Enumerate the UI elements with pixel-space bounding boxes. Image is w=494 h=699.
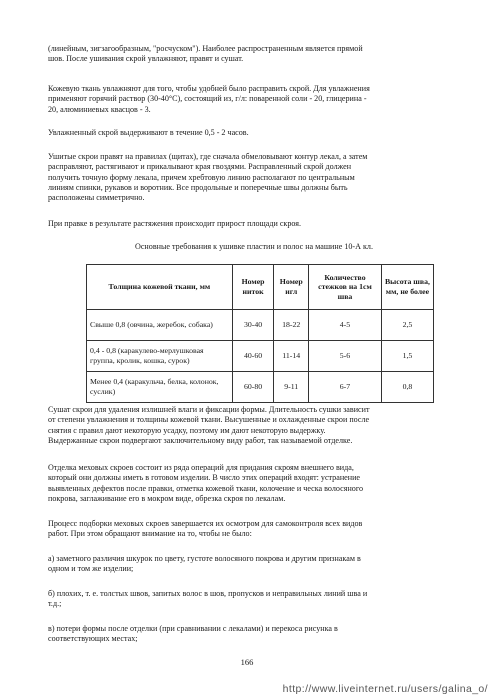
paragraph-7: [48, 463, 460, 504]
paragraph-8: [48, 519, 460, 540]
table-header-row: [87, 265, 434, 310]
paragraph-2: [48, 84, 460, 115]
text-line: а) заметного различия шкурок по цвету, густоте волосяного покрова и другим признакам в: [48, 554, 361, 563]
text-line: Сушат скрои для удаления излишней влаги и фиксации формы. Длительность сушки зависит: [48, 405, 370, 414]
table-row: [87, 372, 434, 403]
text-line: снятия с правил дают некоторую усадку, поэтому им дают некоторую выдержку.: [48, 425, 326, 435]
paragraph-9: [48, 554, 460, 575]
text-line: расположены симметрично.: [48, 193, 145, 203]
text-line: покрова, заглаживание его в мокром виде, обрезка скроя по лекалам.: [48, 493, 286, 503]
paragraph-6: [48, 405, 460, 446]
text-line: от степени увлажнения и толщины кожевой ткани. Высушенные и охлажденные скрои после: [48, 415, 370, 425]
page-number: 166: [240, 657, 254, 667]
text-line: 20, алюминиевых квасцов - 3.: [48, 104, 151, 114]
table-cell: 11-14: [274, 341, 309, 372]
table-row: [87, 310, 434, 341]
table-cell: Менее 0,4 (каракульча, белка, колонок, суслик): [87, 372, 233, 403]
text-line: (линейным, зигзагообразным, "росчуском"). Наиболее распространенным является прямой: [48, 44, 363, 53]
paragraph-1: [48, 44, 460, 65]
table-cell: 0,8: [381, 372, 433, 403]
table-cell: Свыше 0,8 (овчина, жеребок, собака): [87, 310, 233, 341]
paragraph-10: [48, 589, 460, 610]
table-caption: Основные требования к ушивке пластин и полос на машине 10-А кл.: [135, 242, 373, 251]
table-row: [87, 341, 434, 372]
table-cell: 1,5: [381, 341, 433, 372]
column-header: Количество стежков на 1см шва: [309, 265, 382, 310]
text-line: линиям спинки, рукавов и воротник. Все продольные и поперечные швы должны быть: [48, 182, 348, 192]
text-line: выявленных дефектов после правки, отметка кожевой ткани, колочение и ческа волосяного: [48, 483, 364, 493]
text-line: Отделка меховых скроев состоит из ряда операций для придания скроям внешнего вида,: [48, 463, 354, 472]
text-line: Ушитые скрои правят на правилах (щитах), где сначала обмеловывают контур лекал, а затем: [48, 152, 368, 161]
column-header: Номер ниток: [232, 265, 274, 310]
column-header: Номер игл: [274, 265, 309, 310]
table-cell: 18-22: [274, 310, 309, 341]
column-header: Толщина кожевой ткани, мм: [87, 265, 233, 310]
table-cell: 5-6: [309, 341, 382, 372]
text-line: шов. После ушивания скрой увлажняют, правят и сушат.: [48, 54, 244, 64]
text-line: Кожевую ткань увлажняют для того, чтобы удобней было расправить скрой. Для увлажнения: [48, 84, 370, 93]
text-line: Увлажненный скрой выдерживают в течение 0,5 - 2 часов.: [48, 128, 249, 137]
requirements-table: [86, 264, 434, 403]
text-line: Процесс подборки меховых скроев завершается их осмотром для самоконтроля всех видов: [48, 519, 363, 528]
table-cell: 0,4 - 0,8 (каракулево-мерлушковая группа, кролик, кошка, сурок): [87, 341, 233, 372]
text-line: применяют горячий раствор (30-40°С), состоящий из, г/л: поваренной соли - 20, глицерина -: [48, 94, 367, 104]
table-cell: 9-11: [274, 372, 309, 403]
table-cell: 60-80: [232, 372, 274, 403]
text-line: одном и том же изделии;: [48, 564, 134, 574]
text-line: который они должны иметь в готовом изделии. В число этих операций входят: устранение: [48, 473, 360, 483]
text-line: расправляют, растягивают и прикалывают края гвоздями. Расправленный скрой должен: [48, 162, 352, 172]
table-cell: 40-60: [232, 341, 274, 372]
source-watermark: http://www.liveinternet.ru/users/galina_o/: [282, 683, 488, 695]
text-line: Выдержанные скрои подвергают заключительному виду работ, так называемой отделке.: [48, 435, 353, 445]
paragraph-11: [48, 624, 460, 645]
paragraph-4: [48, 152, 460, 203]
text-line: в) потери формы после отделки (при сравнивании с лекалами) и перекоса рисунка в: [48, 624, 338, 633]
paragraph-3: [48, 128, 460, 138]
text-line: получить точную форму лекала, причем хребтовую линию располагают по центральным: [48, 172, 355, 182]
column-header: Высота шва, мм, не более: [381, 265, 433, 310]
text-line: б) плохих, т. е. толстых швов, запитых волос в шов, пропусков и неправильных линий шва и: [48, 589, 368, 598]
text-line: работ. При этом обращают внимание на то, чтобы не было:: [48, 529, 252, 539]
text-line: соответствующих местах;: [48, 634, 138, 644]
table-cell: 6-7: [309, 372, 382, 403]
text-line: т.д.;: [48, 599, 62, 609]
table-cell: 30-40: [232, 310, 274, 341]
table-cell: 2,5: [381, 310, 433, 341]
text-line: При правке в результате растяжения происходит прирост площади скроя.: [48, 219, 302, 228]
table-cell: 4-5: [309, 310, 382, 341]
paragraph-5: [48, 219, 460, 229]
